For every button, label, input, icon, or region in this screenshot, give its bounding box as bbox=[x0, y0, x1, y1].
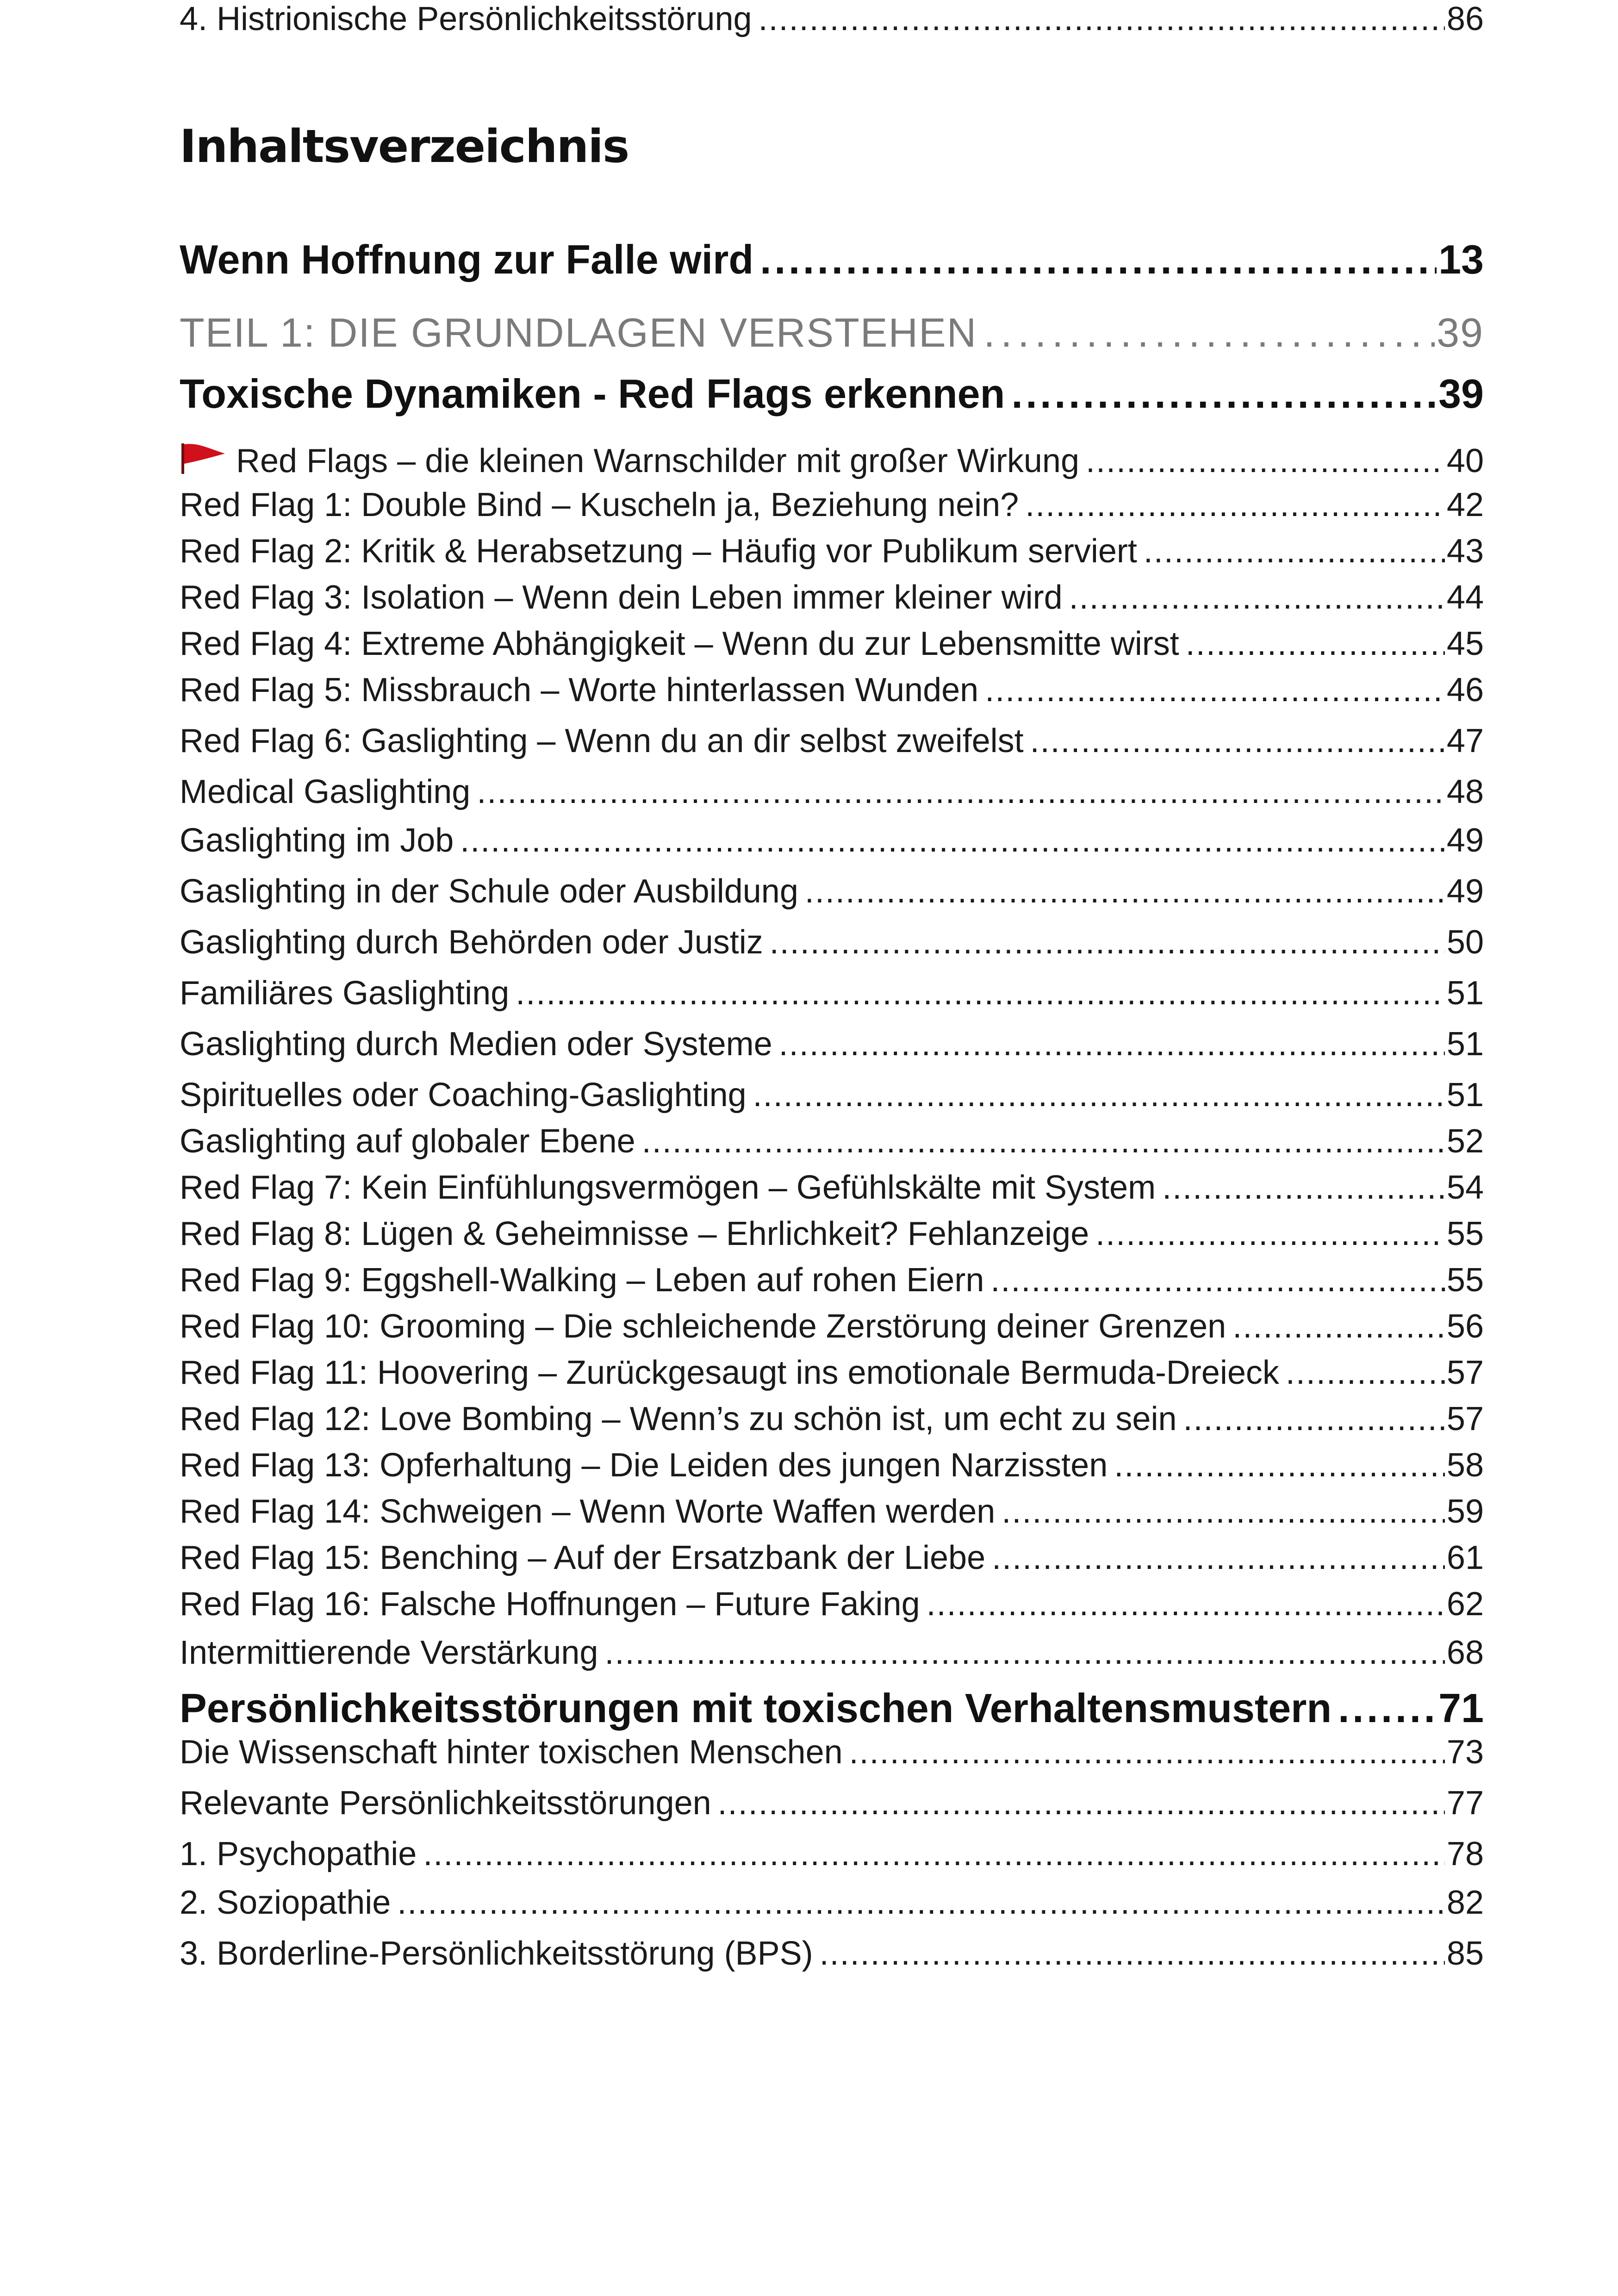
toc-entry-label bbox=[180, 486, 1019, 524]
toc-entry bbox=[180, 1215, 1484, 1253]
toc-page-number: 68 bbox=[1446, 1634, 1484, 1671]
toc-page-number: 71 bbox=[1438, 1685, 1484, 1731]
toc-entry-label bbox=[180, 1733, 843, 1771]
toc-page-number: 57 bbox=[1446, 1354, 1484, 1391]
dot-leader bbox=[1030, 722, 1445, 760]
toc-entry-text: Red Flags – die kleinen Warnschilder mit großer Wirkung bbox=[236, 442, 1080, 479]
toc-entry-label bbox=[180, 773, 470, 811]
toc-entry bbox=[180, 1025, 1484, 1063]
toc-entry-label bbox=[180, 1446, 1108, 1484]
toc-chapter-entry bbox=[180, 370, 1484, 417]
dot-leader bbox=[992, 1539, 1445, 1577]
toc-entry-text: Red Flag 5: Missbrauch – Worte hinterlassen Wunden bbox=[180, 672, 979, 709]
toc-entry-text: 4. Histrionische Persönlichkeitsstörung bbox=[180, 0, 752, 37]
toc-entry-label bbox=[180, 1076, 747, 1114]
toc-page-number: 82 bbox=[1446, 1884, 1484, 1921]
toc-page-number: 44 bbox=[1446, 579, 1484, 616]
toc-page-number: 49 bbox=[1446, 822, 1484, 859]
toc-entry-text: Gaslighting im Job bbox=[180, 822, 454, 859]
toc-entry-text: Red Flag 12: Love Bombing – Wenn’s zu schön ist, um echt zu sein bbox=[180, 1400, 1177, 1437]
dot-leader bbox=[477, 773, 1445, 811]
dot-leader bbox=[718, 1784, 1445, 1822]
toc-entry-label bbox=[180, 923, 763, 961]
dot-leader bbox=[1232, 1307, 1445, 1345]
toc-entry-text: Red Flag 7: Kein Einfühlungsvermögen – Gefühlskälte mit System bbox=[180, 1169, 1156, 1206]
dot-leader bbox=[1144, 532, 1445, 570]
toc-chapter-entry bbox=[180, 1685, 1484, 1732]
toc-entry-text: TEIL 1: DIE GRUNDLAGEN VERSTEHEN bbox=[180, 310, 977, 355]
toc-entry-label bbox=[180, 1784, 711, 1822]
toc-page-number: 57 bbox=[1446, 1400, 1484, 1437]
toc-page-number: 55 bbox=[1446, 1215, 1484, 1252]
dot-leader bbox=[779, 1025, 1445, 1063]
toc-page-number: 51 bbox=[1446, 975, 1484, 1012]
toc-page-number: 42 bbox=[1446, 486, 1484, 523]
toc-entry bbox=[180, 1354, 1484, 1392]
dot-leader bbox=[642, 1122, 1445, 1160]
dot-leader bbox=[1114, 1446, 1445, 1484]
toc-entry-label bbox=[180, 625, 1179, 663]
dot-leader bbox=[1069, 579, 1445, 616]
toc-page-number: 46 bbox=[1446, 672, 1484, 709]
toc-entry-label bbox=[180, 1261, 984, 1299]
toc-entry-text: Red Flag 8: Lügen & Geheimnisse – Ehrlichkeit? Fehlanzeige bbox=[180, 1215, 1089, 1252]
toc-entry-text: 2. Soziopathie bbox=[180, 1884, 391, 1921]
toc-page-number: 51 bbox=[1446, 1026, 1484, 1063]
toc-entry bbox=[180, 1784, 1484, 1822]
dot-leader bbox=[423, 1835, 1445, 1873]
dot-leader bbox=[516, 974, 1445, 1012]
dot-leader bbox=[1011, 370, 1437, 417]
toc-entry-label bbox=[180, 236, 753, 283]
toc-entry bbox=[180, 440, 1484, 480]
toc-entry bbox=[180, 1884, 1484, 1922]
toc-entry-label bbox=[180, 872, 798, 910]
toc-entry bbox=[180, 671, 1484, 709]
toc-entry-label bbox=[180, 1585, 920, 1623]
toc-entry-label bbox=[180, 1307, 1226, 1345]
toc-page-number: 47 bbox=[1446, 722, 1484, 759]
toc-entry bbox=[180, 1169, 1484, 1207]
toc-entry bbox=[180, 1400, 1484, 1438]
dot-leader bbox=[983, 309, 1435, 356]
toc-page-number: 39 bbox=[1438, 371, 1484, 417]
toc-page-number: 39 bbox=[1437, 310, 1484, 355]
toc-entry-text: Red Flag 9: Eggshell-Walking – Leben auf rohen Eiern bbox=[180, 1262, 984, 1299]
toc-entry-label bbox=[180, 821, 454, 859]
toc-page-number: 40 bbox=[1446, 442, 1484, 479]
toc-entry bbox=[180, 579, 1484, 616]
dot-leader bbox=[753, 1076, 1445, 1114]
toc-entry-text: Red Flag 3: Isolation – Wenn dein Leben immer kleiner wird bbox=[180, 579, 1063, 616]
toc-page-number: 43 bbox=[1446, 533, 1484, 570]
toc-entry bbox=[180, 1122, 1484, 1160]
dot-leader bbox=[1086, 442, 1445, 480]
dot-leader bbox=[1186, 625, 1445, 663]
toc-entry-text: Spirituelles oder Coaching-Gaslighting bbox=[180, 1076, 747, 1114]
toc-entry bbox=[180, 821, 1484, 859]
toc-entry-text: Gaslighting auf globaler Ebene bbox=[180, 1123, 635, 1160]
toc-entry-text: 1. Psychopathie bbox=[180, 1836, 417, 1873]
toc-page-number: 58 bbox=[1446, 1447, 1484, 1484]
toc-entry-text: Medical Gaslighting bbox=[180, 773, 471, 810]
dot-leader bbox=[1162, 1169, 1445, 1207]
toc-entry-text: Gaslighting durch Behörden oder Justiz bbox=[180, 924, 763, 961]
toc-entry bbox=[180, 974, 1484, 1012]
toc-entry-label bbox=[180, 1493, 995, 1531]
toc-page-number: 52 bbox=[1446, 1123, 1484, 1160]
toc-entry bbox=[180, 722, 1484, 760]
toc-page-number: 59 bbox=[1446, 1493, 1484, 1530]
toc-entry-text: Red Flag 13: Opferhaltung – Die Leiden des jungen Narzissten bbox=[180, 1447, 1108, 1484]
dot-leader bbox=[460, 821, 1445, 859]
dot-leader bbox=[1025, 486, 1445, 524]
dot-leader bbox=[759, 0, 1445, 38]
dot-leader bbox=[770, 923, 1445, 961]
dot-leader bbox=[604, 1634, 1444, 1672]
toc-entry-text: Persönlichkeitsstörungen mit toxischen Verhaltensmustern bbox=[180, 1685, 1332, 1731]
dot-leader bbox=[1183, 1400, 1445, 1438]
dot-leader bbox=[849, 1733, 1445, 1771]
toc-entry-text: Red Flag 11: Hoovering – Zurückgesaugt ins emotionale Bermuda-Dreieck bbox=[180, 1354, 1279, 1391]
toc-entry bbox=[180, 1307, 1484, 1345]
toc-entry bbox=[180, 1493, 1484, 1531]
toc-page-number: 54 bbox=[1446, 1169, 1484, 1206]
toc-entry-text: Red Flag 10: Grooming – Die schleichende Zerstörung deiner Grenzen bbox=[180, 1308, 1226, 1345]
toc-page-number: 49 bbox=[1446, 873, 1484, 910]
toc-entry bbox=[180, 1835, 1484, 1873]
toc-entry bbox=[180, 1935, 1484, 1972]
toc-page-number: 86 bbox=[1446, 0, 1484, 37]
toc-chapter-entry bbox=[180, 236, 1484, 283]
toc-entry bbox=[180, 1446, 1484, 1484]
toc-entry-label bbox=[180, 722, 1024, 760]
toc-entry-text: Red Flag 15: Benching – Auf der Ersatzbank der Liebe bbox=[180, 1539, 986, 1576]
toc-entry-label bbox=[180, 1025, 772, 1063]
toc-entry-label bbox=[180, 1215, 1089, 1253]
toc-page-number: 85 bbox=[1446, 1935, 1484, 1972]
toc-entry-label bbox=[180, 1169, 1156, 1207]
toc-page-number: 78 bbox=[1446, 1836, 1484, 1873]
toc-entry-text: 3. Borderline-Persönlichkeitsstörung (BPS) bbox=[180, 1935, 813, 1972]
toc-page-number: 62 bbox=[1446, 1586, 1484, 1623]
toc-entry-label bbox=[180, 1400, 1177, 1438]
toc-page-number: 61 bbox=[1446, 1539, 1484, 1576]
toc-entry bbox=[180, 1076, 1484, 1114]
toc-page-number: 45 bbox=[1446, 625, 1484, 662]
toc-entry-text: Gaslighting in der Schule oder Ausbildung bbox=[180, 873, 798, 910]
dot-leader bbox=[1286, 1354, 1445, 1392]
toc-entry-text: Red Flag 6: Gaslighting – Wenn du an dir selbst zweifelst bbox=[180, 722, 1024, 759]
toc-entry-text: Wenn Hoffnung zur Falle wird bbox=[180, 236, 754, 282]
dot-leader bbox=[805, 872, 1445, 910]
toc-entry-label bbox=[180, 1884, 391, 1922]
toc-entry-label bbox=[180, 370, 1005, 417]
toc-entry bbox=[180, 773, 1484, 811]
toc-entry bbox=[180, 532, 1484, 570]
toc-entry-label bbox=[180, 0, 752, 38]
dot-leader bbox=[397, 1884, 1445, 1922]
toc-entry-text: Gaslighting durch Medien oder Systeme bbox=[180, 1026, 772, 1063]
toc-entry bbox=[180, 1261, 1484, 1299]
toc-entry-label bbox=[180, 1634, 598, 1672]
toc-entry bbox=[180, 0, 1484, 38]
dot-leader bbox=[927, 1585, 1445, 1623]
toc-entry bbox=[180, 486, 1484, 524]
toc-entry bbox=[180, 1585, 1484, 1623]
toc-page-number: 56 bbox=[1446, 1308, 1484, 1345]
toc-entry-label bbox=[180, 1122, 635, 1160]
toc-entry-text: Red Flag 14: Schweigen – Wenn Worte Waffen werden bbox=[180, 1493, 996, 1530]
red-flag-icon bbox=[180, 440, 226, 475]
toc-entry-label bbox=[180, 671, 978, 709]
dot-leader bbox=[760, 236, 1437, 283]
toc-entry bbox=[180, 625, 1484, 663]
toc-entry-text: Familiäres Gaslighting bbox=[180, 975, 510, 1012]
toc-entry-text: Red Flag 2: Kritik & Herabsetzung – Häufig vor Publikum serviert bbox=[180, 533, 1137, 570]
toc-page-number: 55 bbox=[1446, 1262, 1484, 1299]
toc-entry-text: Intermittierende Verstärkung bbox=[180, 1634, 598, 1671]
toc-page-number: 48 bbox=[1446, 773, 1484, 810]
dot-leader bbox=[820, 1935, 1445, 1972]
toc-entry-text: Relevante Persönlichkeitsstörungen bbox=[180, 1785, 711, 1822]
toc-entry-label bbox=[180, 1354, 1279, 1392]
toc-entry-label bbox=[180, 1835, 417, 1873]
dot-leader bbox=[990, 1261, 1445, 1299]
toc-entry-label bbox=[180, 309, 977, 356]
dot-leader bbox=[1095, 1215, 1445, 1253]
toc-page-number: 77 bbox=[1446, 1785, 1484, 1822]
toc-entry bbox=[180, 1634, 1484, 1672]
toc-page-number: 50 bbox=[1446, 924, 1484, 961]
page-title: Inhaltsverzeichnis bbox=[180, 120, 629, 173]
toc-entry-text: Die Wissenschaft hinter toxischen Menschen bbox=[180, 1734, 843, 1771]
toc-entry-text: Toxische Dynamiken - Red Flags erkennen bbox=[180, 371, 1005, 417]
toc-entry-label bbox=[180, 579, 1063, 616]
dot-leader bbox=[985, 671, 1445, 709]
toc-entry bbox=[180, 923, 1484, 961]
toc-entry-label bbox=[180, 440, 1079, 480]
toc-entry-label bbox=[180, 974, 509, 1012]
toc-entry-text: Red Flag 16: Falsche Hoffnungen – Future Faking bbox=[180, 1586, 920, 1623]
toc-entry bbox=[180, 1733, 1484, 1771]
toc-entry-label bbox=[180, 1539, 985, 1577]
toc-page-number: 51 bbox=[1446, 1076, 1484, 1114]
toc-entry-label bbox=[180, 1685, 1332, 1732]
toc-page-number: 73 bbox=[1446, 1734, 1484, 1771]
toc-part-entry bbox=[180, 309, 1484, 356]
toc-entry-label bbox=[180, 1935, 813, 1972]
toc-entry-label bbox=[180, 532, 1137, 570]
toc-entry bbox=[180, 1539, 1484, 1577]
toc-entry-text: Red Flag 1: Double Bind – Kuscheln ja, Beziehung nein? bbox=[180, 486, 1019, 523]
toc-entry-text: Red Flag 4: Extreme Abhängigkeit – Wenn du zur Lebensmitte wirst bbox=[180, 625, 1179, 662]
dot-leader bbox=[1002, 1493, 1445, 1531]
toc-page-number: 13 bbox=[1438, 236, 1484, 282]
toc-entry bbox=[180, 872, 1484, 910]
dot-leader bbox=[1338, 1685, 1437, 1732]
